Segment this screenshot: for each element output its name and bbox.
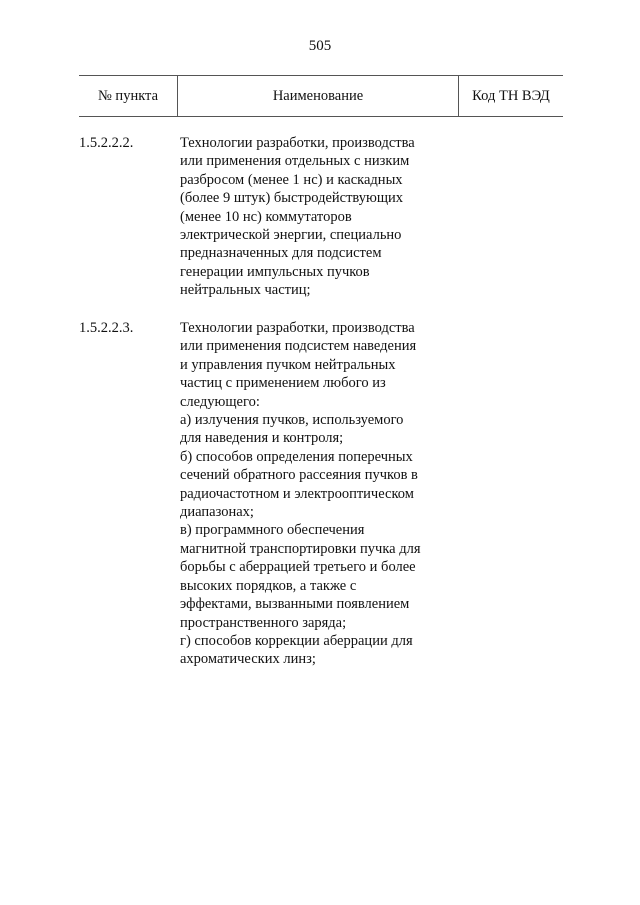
- entry-text-line: (более 9 штук) быстродействующих: [180, 190, 404, 207]
- entry-text-line: Технологии разработки, производства: [180, 135, 415, 151]
- page-number: 505: [308, 38, 332, 54]
- entry-text: [180, 319, 460, 669]
- entry-text-line: сечений обратного рассеяния пучков в: [180, 467, 418, 484]
- entry-text-line: (менее 10 нс) коммутаторов: [180, 208, 352, 225]
- table-header: [79, 75, 563, 117]
- entry-text-line: а) излучения пучков, используемого: [180, 412, 404, 429]
- entry-1-5-2-2-2: [79, 134, 563, 300]
- entry-text-line: высоких порядков, а также с: [180, 577, 357, 594]
- entry-text-line: диапазонах;: [180, 504, 254, 521]
- header-item-number: № пункта: [79, 76, 178, 116]
- header-name: Наименование: [178, 76, 459, 116]
- header-code: Код ТН ВЭД: [472, 87, 550, 104]
- entry-text-line: или применения подсистем наведения: [180, 338, 417, 355]
- entry-text-line: электрической энергии, специально: [180, 227, 402, 244]
- entry-text-line: Технологии разработки, производства: [180, 320, 415, 336]
- entry-text-line: предназначенных для подсистем: [180, 245, 382, 262]
- entry-text-line: эффектами, вызванными появлением: [180, 596, 410, 613]
- entry-number: 1.5.2.2.2.: [79, 135, 134, 151]
- entry-text-line: ахроматических линз;: [180, 651, 316, 668]
- entry-text-line: радиочастотном и электрооптическом: [180, 485, 414, 502]
- entry-text-line: генерации импульсных пучков: [180, 263, 370, 280]
- entry-text-line: или применения отдельных с низким: [180, 153, 410, 170]
- entry-text-line: частиц с применением любого из: [180, 375, 386, 392]
- entry-text-line: следующего:: [180, 393, 260, 410]
- entry-text-line: в) программного обеспечения: [180, 522, 365, 539]
- entry-text-line: нейтральных частиц;: [180, 282, 311, 299]
- entry-text: [180, 134, 460, 300]
- entry-text-line: борьбы с аберрацией третьего и более: [180, 559, 416, 576]
- entry-text-line: для наведения и контроля;: [180, 430, 344, 447]
- entry-text-line: г) способов коррекции аберрации для: [180, 632, 413, 649]
- entry-1-5-2-2-3: [79, 319, 563, 669]
- entry-text-line: магнитной транспортировки пучка для: [180, 540, 421, 557]
- entry-text-line: б) способов определения поперечных: [180, 448, 413, 465]
- entry-text-line: и управления пучком нейтральных: [180, 356, 396, 373]
- entry-text-line: разбросом (менее 1 нс) и каскадных: [180, 171, 403, 188]
- entry-text-line: пространственного заряда;: [180, 614, 347, 631]
- entry-number: 1.5.2.2.3.: [79, 320, 134, 336]
